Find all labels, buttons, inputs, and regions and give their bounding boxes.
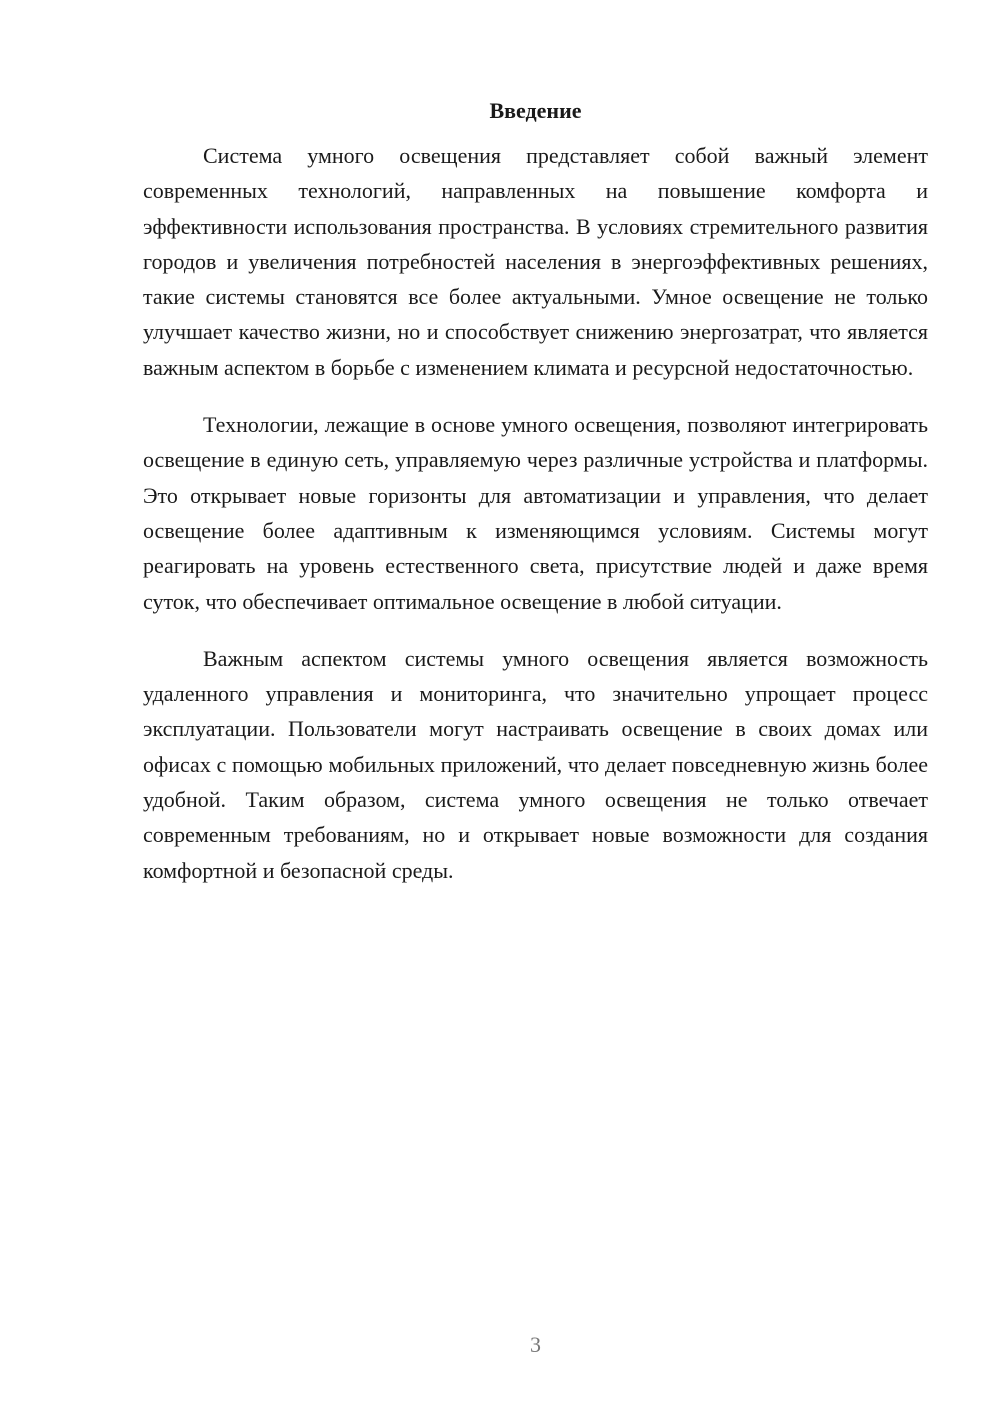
paragraph-1: Система умного освещения представляет собой важный элемент современных технологий, направленных на повышение комфорта и эффективности использования пространства. В условиях стремительного развития городов и увеличения потребностей населения в энергоэффективных решениях, такие системы становятся все более актуальными. Умное освещение не только улучшает качество жизни, но и способствует снижению энергозатрат, что является важным аспектом в борьбе с изменением климата и ресурсной недостаточностью.: [143, 143, 928, 380]
page-content: [143, 96, 928, 910]
paragraph-3: Важным аспектом системы умного освещения является возможность удаленного управления и мониторинга, что значительно упрощает процесс эксплуатации. Пользователи могут настраивать освещение в своих домах или офисах с помощью мобильных приложений, что делает повседневную жизнь более удобной. Таким образом, система умного освещения не только отвечает современным требованиям, но и открывает новые возможности для создания комфортной и безопасной среды.: [143, 645, 928, 883]
section-heading: Введение: [489, 98, 582, 123]
page-number: 3: [530, 1332, 541, 1357]
paragraph-2: Технологии, лежащие в основе умного освещения, позволяют интегрировать освещение в единую сеть, управляемую через различные устройства и платформы. Это открывает новые горизонты для автоматизации и управления, что делает освещение более адаптивным к изменяющимся условиям. Системы могут реагировать на уровень естественного света, присутствие людей и даже время суток, что обеспечивает оптимальное освещение в любой ситуации.: [143, 412, 928, 614]
